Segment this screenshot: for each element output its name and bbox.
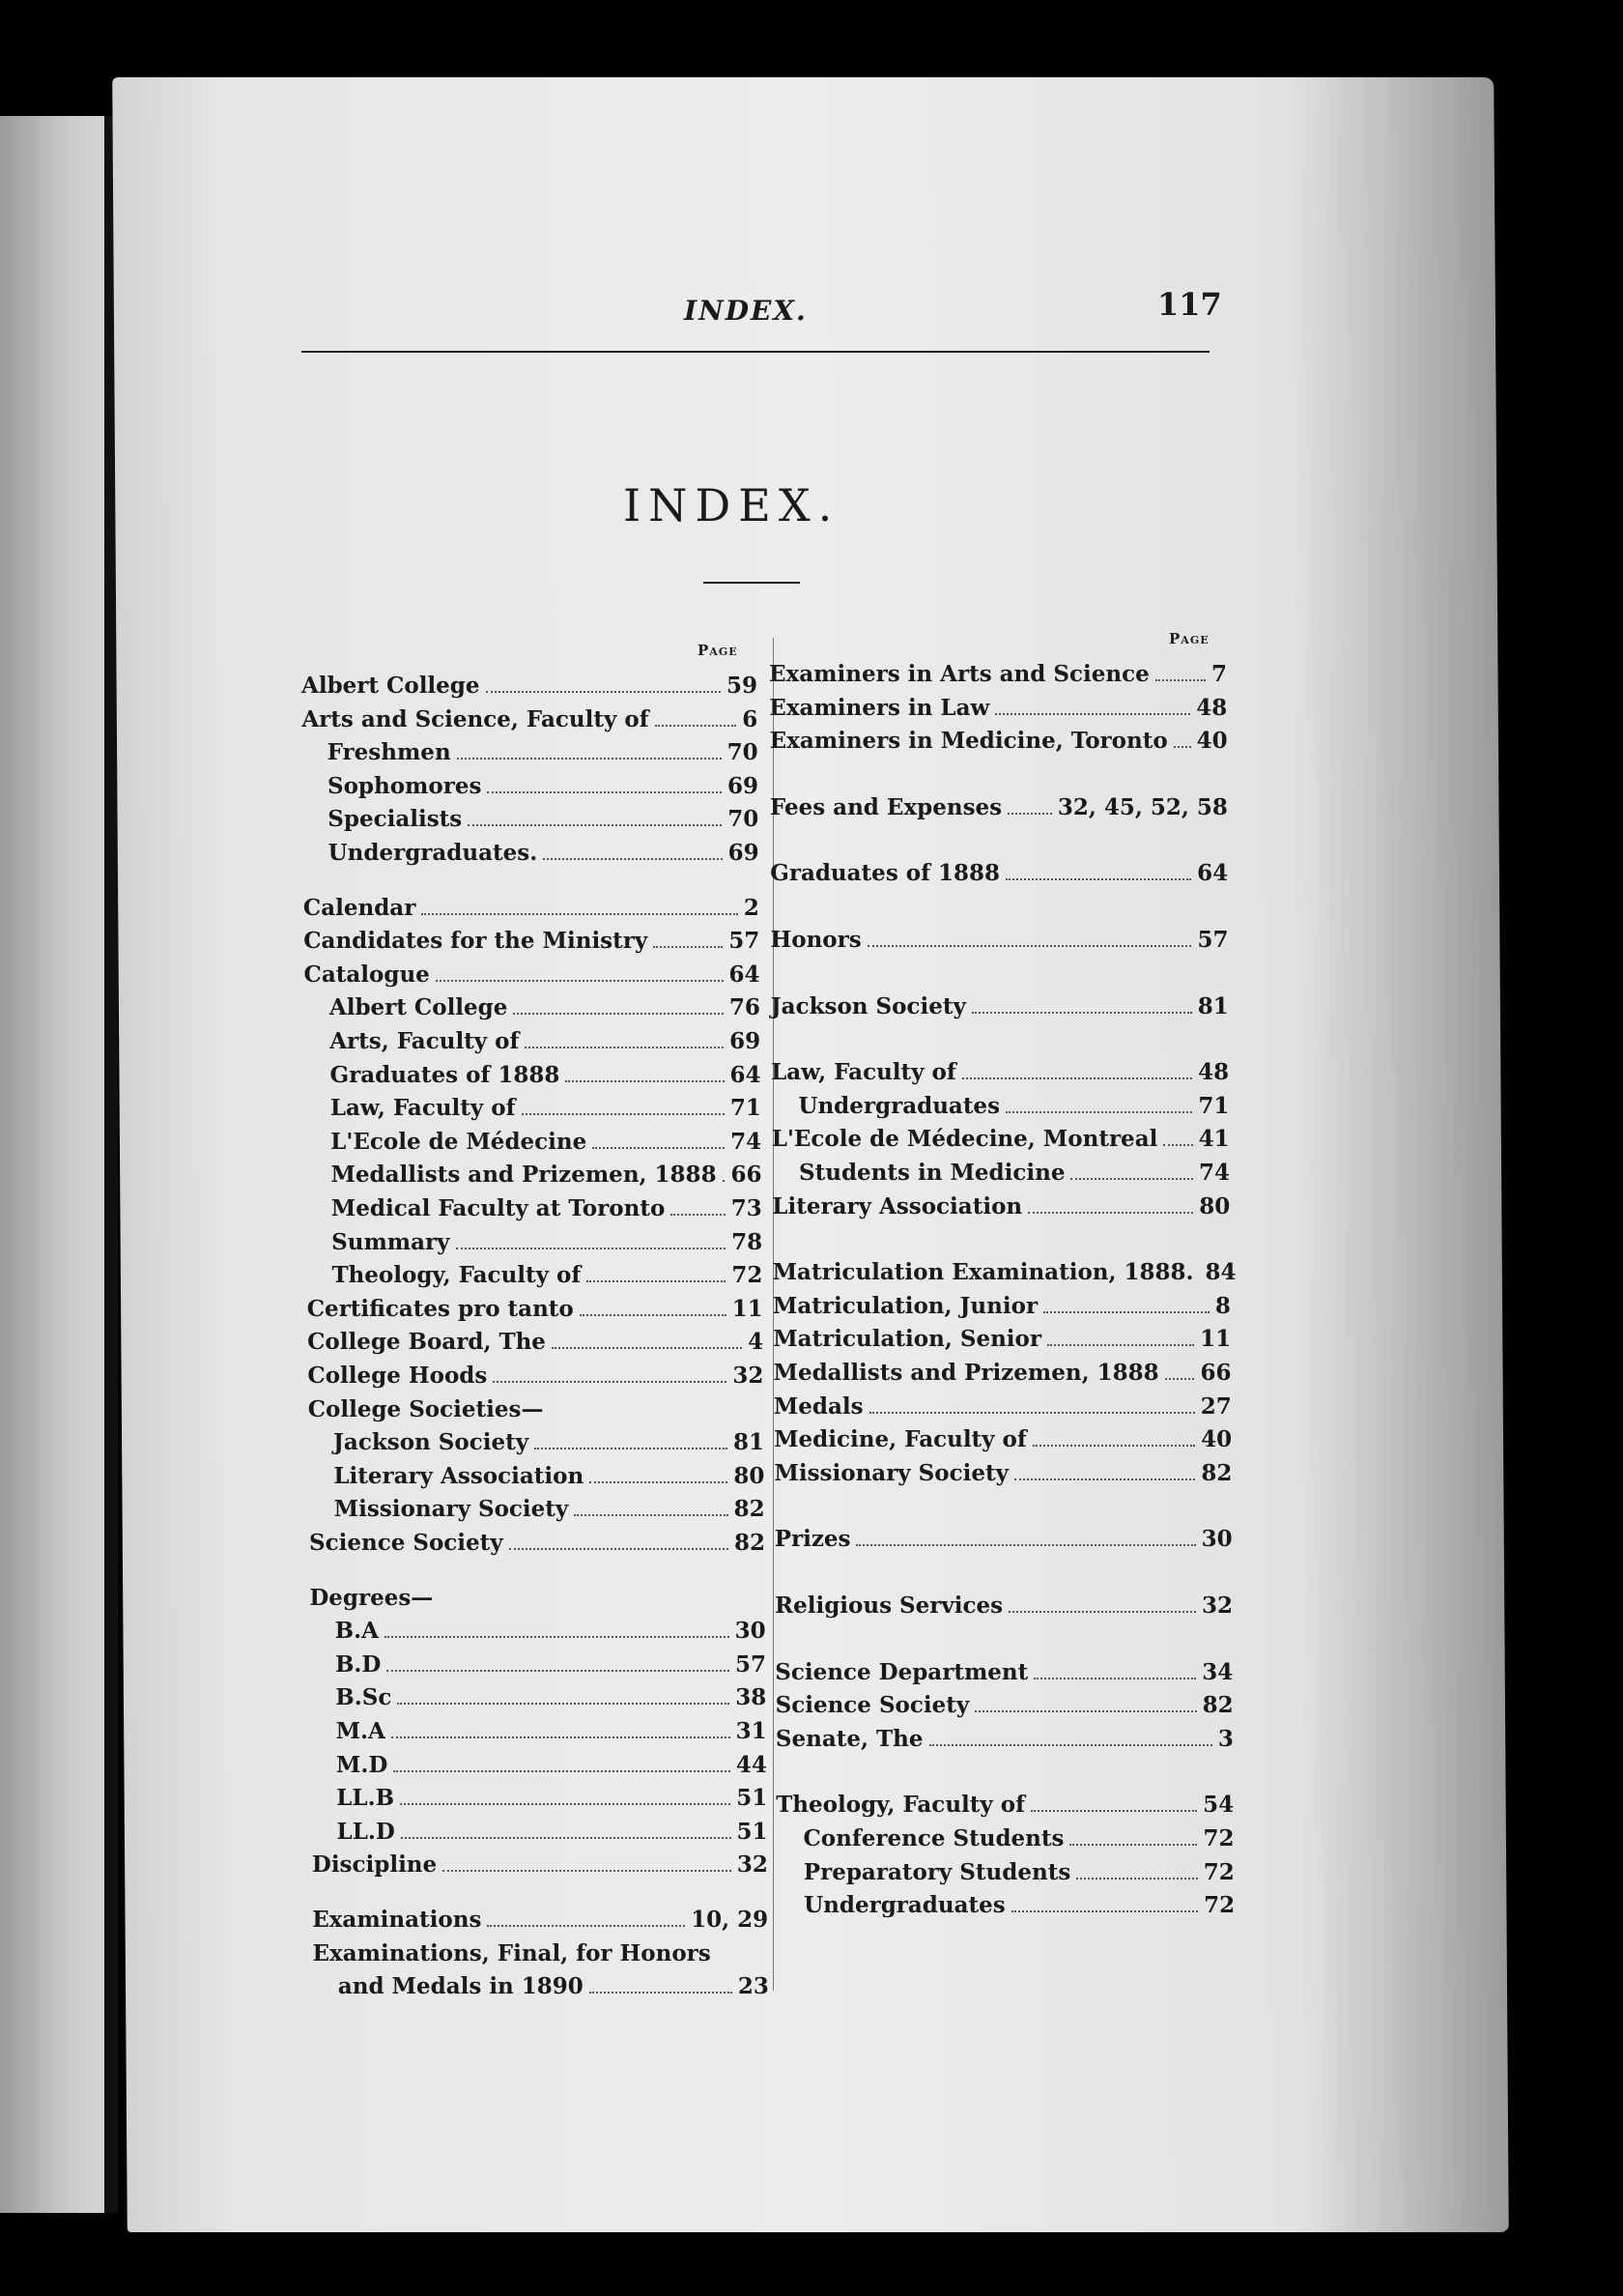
index-entry <box>308 1394 764 1425</box>
entry-label: College Societies— <box>307 1395 544 1422</box>
entry-label: L'Ecole de Médecine <box>330 1128 587 1155</box>
entry-page-number: 70 <box>726 739 758 766</box>
index-entry <box>309 1583 765 1614</box>
entry-label: Degrees— <box>309 1584 434 1611</box>
index-entry <box>309 1528 765 1559</box>
index-entry <box>772 1257 1237 1288</box>
index-entry <box>773 1324 1231 1355</box>
index-entry <box>804 1890 1235 1921</box>
dot-leader <box>1034 1678 1196 1679</box>
entry-page-number: 80 <box>1199 1192 1231 1220</box>
index-entry <box>303 926 759 957</box>
entry-label: Undergraduates <box>804 1892 1006 1919</box>
entry-page-number: 6 <box>742 705 758 732</box>
entry-page-number: 80 <box>733 1462 765 1489</box>
dot-leader <box>586 1280 726 1282</box>
entry-page-number: 54 <box>1203 1792 1235 1819</box>
index-entry <box>770 858 1228 889</box>
index-entry <box>333 1427 764 1458</box>
entry-label: Theology, Faculty of <box>331 1262 582 1289</box>
entry-page-number: 81 <box>1197 992 1229 1019</box>
dot-leader <box>386 1670 729 1672</box>
dot-leader <box>975 1710 1196 1712</box>
entry-page-number: 81 <box>733 1429 765 1456</box>
entry-label: Matriculation Examination, 1888. <box>772 1259 1194 1286</box>
index-entry <box>772 1191 1230 1222</box>
entry-label: M.D <box>335 1751 388 1778</box>
index-entry <box>312 1850 768 1880</box>
index-entry <box>329 1026 760 1057</box>
index-entry <box>776 1790 1234 1821</box>
index-entry <box>313 1938 769 1969</box>
entry-label: College Hoods <box>307 1363 488 1389</box>
entry-label: L'Ecole de Médecine, Montreal <box>771 1126 1158 1153</box>
entry-label: Examinations, Final, for Honors <box>312 1939 711 1966</box>
running-header-title: INDEX. <box>684 295 808 327</box>
entry-label: Specialists <box>327 806 463 833</box>
entry-page-number: 48 <box>1198 1059 1230 1086</box>
entry-page-number: 30 <box>1201 1526 1233 1553</box>
entry-label: Matriculation, Junior <box>772 1292 1039 1319</box>
index-entry <box>336 1750 767 1781</box>
dot-leader <box>655 725 737 727</box>
index-entry <box>776 1690 1234 1721</box>
entry-page-number: 4 <box>748 1329 764 1356</box>
index-entry <box>798 1091 1229 1122</box>
dot-leader <box>401 1837 731 1839</box>
index-entry <box>330 1060 761 1091</box>
entry-label: Religious Services <box>775 1593 1004 1619</box>
entry-label: Preparatory Students <box>803 1858 1071 1885</box>
dot-leader <box>1047 1344 1194 1346</box>
entry-label: Medallists and Prizemen, 1888 <box>330 1162 717 1189</box>
index-entry <box>331 1193 762 1224</box>
index-entry <box>331 1260 762 1291</box>
title-rule <box>703 582 800 584</box>
entry-label: Fees and Expenses <box>769 793 1003 820</box>
dot-leader <box>391 1736 730 1738</box>
dot-leader <box>1165 1378 1195 1380</box>
entry-page-number: 7 <box>1210 661 1227 687</box>
index-entry <box>312 1905 768 1936</box>
entry-label: Sophomores <box>327 772 482 799</box>
dot-leader <box>1006 878 1191 880</box>
entry-label: B.D <box>334 1650 382 1678</box>
entry-page-number: 70 <box>727 806 759 833</box>
index-entry <box>307 1294 763 1325</box>
entry-label: Science Society <box>775 1692 970 1719</box>
index-entry <box>769 693 1227 724</box>
dot-leader <box>995 713 1190 715</box>
entry-label: Arts, Faculty of <box>329 1028 520 1054</box>
dot-leader <box>1163 1144 1192 1146</box>
dot-leader <box>1014 1478 1195 1480</box>
index-entry <box>772 1124 1230 1155</box>
entry-label: Examiners in Arts and Science <box>769 661 1150 687</box>
entry-label: Examiners in Law <box>769 694 990 721</box>
dot-leader <box>543 858 722 860</box>
index-entry <box>331 1227 762 1258</box>
entry-page-number: 78 <box>731 1228 763 1255</box>
index-entry <box>334 1494 765 1525</box>
index-entry <box>774 1458 1232 1489</box>
entry-page-number: 64 <box>728 961 760 988</box>
dot-leader <box>670 1214 725 1216</box>
entry-page-number: 31 <box>735 1718 767 1744</box>
entry-page-number: 82 <box>733 1530 765 1556</box>
index-entry <box>335 1682 766 1713</box>
index-entry <box>327 771 758 802</box>
index-entry <box>338 1971 769 2002</box>
dot-leader <box>1008 813 1052 815</box>
index-entry <box>335 1650 766 1680</box>
dot-leader <box>468 824 722 826</box>
index-entry <box>774 1358 1232 1389</box>
dot-leader <box>1006 1111 1192 1113</box>
index-entry <box>329 992 760 1023</box>
entry-page-number: 8 <box>1214 1292 1231 1319</box>
entry-label: Prizes <box>774 1526 851 1553</box>
dot-leader <box>1011 1910 1198 1912</box>
dot-leader <box>487 1925 685 1927</box>
index-entry <box>775 1657 1233 1688</box>
entry-page-number: 48 <box>1196 694 1228 721</box>
index-entry <box>307 1361 763 1392</box>
right-page-heading: Page <box>1169 630 1210 647</box>
dot-leader <box>972 1012 1192 1014</box>
dot-leader <box>393 1770 730 1772</box>
entry-page-number: 44 <box>735 1751 767 1778</box>
index-entry <box>770 726 1228 757</box>
entry-page-number: 32 <box>1201 1593 1233 1619</box>
index-entry <box>330 1160 761 1191</box>
index-title: INDEX. <box>623 479 840 531</box>
index-entry <box>307 1327 763 1358</box>
entry-page-number: 51 <box>736 1818 768 1845</box>
entry-page-number: 30 <box>734 1618 766 1645</box>
index-entry <box>337 1817 768 1848</box>
entry-page-number: 23 <box>737 1973 769 2000</box>
entry-label: Undergraduates. <box>327 840 538 866</box>
entry-label: College Board, The <box>307 1329 546 1356</box>
dot-leader <box>487 791 722 793</box>
entry-label: B.A <box>334 1618 379 1645</box>
entry-page-number: 11 <box>1200 1326 1232 1353</box>
dot-leader <box>493 1381 726 1383</box>
entry-label: Albert College <box>328 994 508 1021</box>
dot-leader <box>723 1180 726 1182</box>
entry-page-number: 2 <box>743 894 759 921</box>
entry-label: Catalogue <box>303 961 430 988</box>
entry-page-number: 40 <box>1196 728 1228 755</box>
dot-leader <box>421 913 738 915</box>
entry-page-number: 69 <box>727 840 759 866</box>
dot-leader <box>589 1481 727 1483</box>
index-entry <box>328 838 759 869</box>
entry-label: Missionary Society <box>333 1496 569 1523</box>
index-entry <box>301 671 757 702</box>
entry-page-number: 72 <box>1204 1892 1236 1919</box>
entry-label: Discipline <box>311 1851 438 1879</box>
dot-leader <box>509 1548 728 1550</box>
entry-page-number: 84 <box>1205 1259 1237 1286</box>
dot-leader <box>486 691 721 693</box>
entry-label: Undergraduates <box>798 1092 1001 1119</box>
index-entry <box>771 1057 1229 1088</box>
index-entry <box>330 1127 761 1158</box>
entry-page-number: 71 <box>1198 1092 1230 1119</box>
dot-leader <box>1070 1178 1193 1180</box>
index-entry <box>775 1591 1233 1622</box>
dot-leader <box>436 980 724 982</box>
dot-leader <box>1155 679 1206 681</box>
entry-page-number: 82 <box>733 1496 765 1523</box>
entry-label: Science Society <box>309 1530 503 1556</box>
entry-label: Arts and Science, Faculty of <box>301 705 649 732</box>
entry-label: Jackson Society <box>333 1429 529 1456</box>
dot-leader <box>565 1080 724 1082</box>
dot-leader <box>869 1412 1195 1414</box>
entry-label: Albert College <box>301 673 480 699</box>
index-entry <box>336 1783 767 1814</box>
entry-page-number: 69 <box>726 772 758 799</box>
entry-label: Medical Faculty at Toronto <box>330 1195 666 1221</box>
index-entry <box>336 1716 767 1747</box>
entry-page-number: 59 <box>726 673 757 699</box>
entry-page-number: 74 <box>1198 1160 1230 1186</box>
page-number: 117 <box>1157 286 1222 323</box>
index-entry <box>774 1424 1232 1455</box>
entry-label: M.A <box>335 1718 385 1744</box>
index-entry <box>770 792 1228 823</box>
entry-page-number: 64 <box>729 1061 761 1088</box>
entry-label: B.Sc <box>335 1684 392 1711</box>
index-entry <box>301 704 757 735</box>
dot-leader <box>856 1544 1195 1546</box>
entry-label: Law, Faculty of <box>329 1095 516 1122</box>
entry-page-number: 3 <box>1217 1725 1234 1752</box>
entry-page-number: 57 <box>734 1650 766 1678</box>
entry-page-number: 34 <box>1202 1658 1234 1685</box>
dot-leader <box>525 1047 724 1048</box>
index-entry <box>804 1823 1235 1854</box>
index-entry <box>330 1093 761 1124</box>
index-entry <box>776 1724 1234 1755</box>
entry-page-number: 32, 45, 52, 58 <box>1057 793 1228 820</box>
dot-leader <box>868 945 1192 947</box>
entry-page-number: 76 <box>728 994 760 1021</box>
entry-label: Freshmen <box>327 739 451 766</box>
entry-page-number: 64 <box>1197 860 1229 887</box>
entry-label: Senate, The <box>775 1725 924 1752</box>
entry-page-number: 71 <box>729 1095 761 1122</box>
entry-label: LL.D <box>336 1818 395 1845</box>
entry-label: Medals <box>773 1392 864 1420</box>
dot-leader <box>1028 1212 1193 1214</box>
index-entry <box>327 737 758 768</box>
dot-leader <box>1043 1311 1210 1313</box>
entry-page-number: 82 <box>1202 1692 1234 1719</box>
entry-label: Graduates of 1888 <box>329 1061 560 1088</box>
dot-leader <box>1174 746 1191 748</box>
dot-leader <box>1031 1810 1197 1812</box>
entry-page-number: 57 <box>728 928 760 955</box>
entry-label: Missionary Society <box>774 1459 1009 1486</box>
dot-leader <box>1076 1878 1198 1880</box>
entry-page-number: 57 <box>1197 927 1229 953</box>
entry-page-number: 66 <box>730 1162 762 1189</box>
entry-label: Medicine, Faculty of <box>774 1426 1027 1453</box>
entry-label: Calendar <box>302 894 416 921</box>
entry-label: Summary <box>331 1228 450 1255</box>
entry-page-number: 27 <box>1200 1392 1232 1420</box>
dot-leader <box>580 1314 726 1316</box>
index-entry <box>775 1524 1233 1555</box>
entry-page-number: 10, 29 <box>691 1907 769 1933</box>
dot-leader <box>456 1248 726 1249</box>
entry-page-number: 11 <box>731 1295 763 1322</box>
dot-leader <box>1069 1844 1197 1846</box>
index-entry <box>771 925 1229 956</box>
dot-leader <box>522 1113 725 1115</box>
dot-leader <box>397 1703 729 1705</box>
entry-label: Literary Association <box>333 1462 584 1489</box>
entry-label: Law, Faculty of <box>771 1059 956 1086</box>
entry-label: Certificates pro tanto <box>306 1295 574 1322</box>
entry-page-number: 72 <box>1203 1858 1235 1885</box>
entry-page-number: 72 <box>1203 1825 1235 1851</box>
dot-leader <box>929 1744 1212 1746</box>
dot-leader <box>962 1077 1192 1079</box>
index-entry <box>799 1158 1230 1189</box>
dot-leader <box>1033 1445 1195 1447</box>
entry-label: Medallists and Prizemen, 1888 <box>773 1360 1159 1386</box>
entry-page-number: 40 <box>1201 1426 1233 1453</box>
entry-page-number: 69 <box>729 1028 761 1054</box>
entry-label: Matriculation, Senior <box>773 1326 1041 1353</box>
index-entry <box>304 960 760 990</box>
index-entry <box>327 804 758 835</box>
entry-page-number: 74 <box>730 1128 762 1155</box>
entry-label: and Medals in 1890 <box>337 1973 584 2000</box>
entry-label: Examiners in Medicine, Toronto <box>769 728 1168 755</box>
dot-leader <box>589 1992 732 1994</box>
index-entry <box>773 1291 1231 1322</box>
dot-leader <box>574 1514 727 1516</box>
entry-label: Honors <box>770 927 862 953</box>
entry-label: Science Department <box>775 1658 1029 1685</box>
dot-leader <box>400 1803 730 1805</box>
entry-page-number: 32 <box>736 1851 768 1879</box>
entry-page-number: 51 <box>736 1785 768 1812</box>
dot-leader <box>1009 1611 1196 1613</box>
index-entry <box>303 893 759 924</box>
dot-leader <box>592 1147 725 1149</box>
dot-leader <box>552 1347 742 1349</box>
entry-page-number: 72 <box>731 1262 763 1289</box>
entry-label: Jackson Society <box>770 992 966 1019</box>
index-entry <box>804 1857 1235 1888</box>
left-page-heading: Page <box>698 642 738 659</box>
dot-leader <box>513 1013 723 1015</box>
header-rule <box>301 351 1210 353</box>
entry-page-number: 82 <box>1201 1459 1233 1486</box>
dot-leader <box>384 1636 729 1638</box>
facing-page-edge <box>0 116 108 2213</box>
entry-label: LL.B <box>336 1785 395 1812</box>
index-entry <box>769 659 1227 690</box>
dot-leader <box>534 1448 727 1449</box>
entry-page-number: 41 <box>1198 1126 1230 1153</box>
index-entry <box>771 991 1229 1022</box>
entry-label: Theology, Faculty of <box>776 1792 1026 1819</box>
entry-label: Students in Medicine <box>799 1160 1066 1186</box>
entry-page-number: 66 <box>1200 1360 1232 1386</box>
entry-label: Conference Students <box>803 1825 1065 1851</box>
entry-label: Candidates for the Ministry <box>303 928 648 955</box>
dot-leader <box>457 758 722 760</box>
index-entry <box>335 1616 766 1647</box>
entry-page-number: 38 <box>735 1684 767 1711</box>
entry-label: Examinations <box>312 1907 482 1933</box>
index-entry <box>333 1461 764 1492</box>
entry-label: Literary Association <box>772 1192 1023 1220</box>
entry-page-number: 32 <box>732 1363 764 1389</box>
entry-label: Graduates of 1888 <box>770 860 1001 887</box>
index-entry <box>774 1392 1232 1422</box>
entry-page-number: 73 <box>730 1195 762 1221</box>
dot-leader <box>653 946 723 948</box>
dot-leader <box>442 1870 731 1872</box>
